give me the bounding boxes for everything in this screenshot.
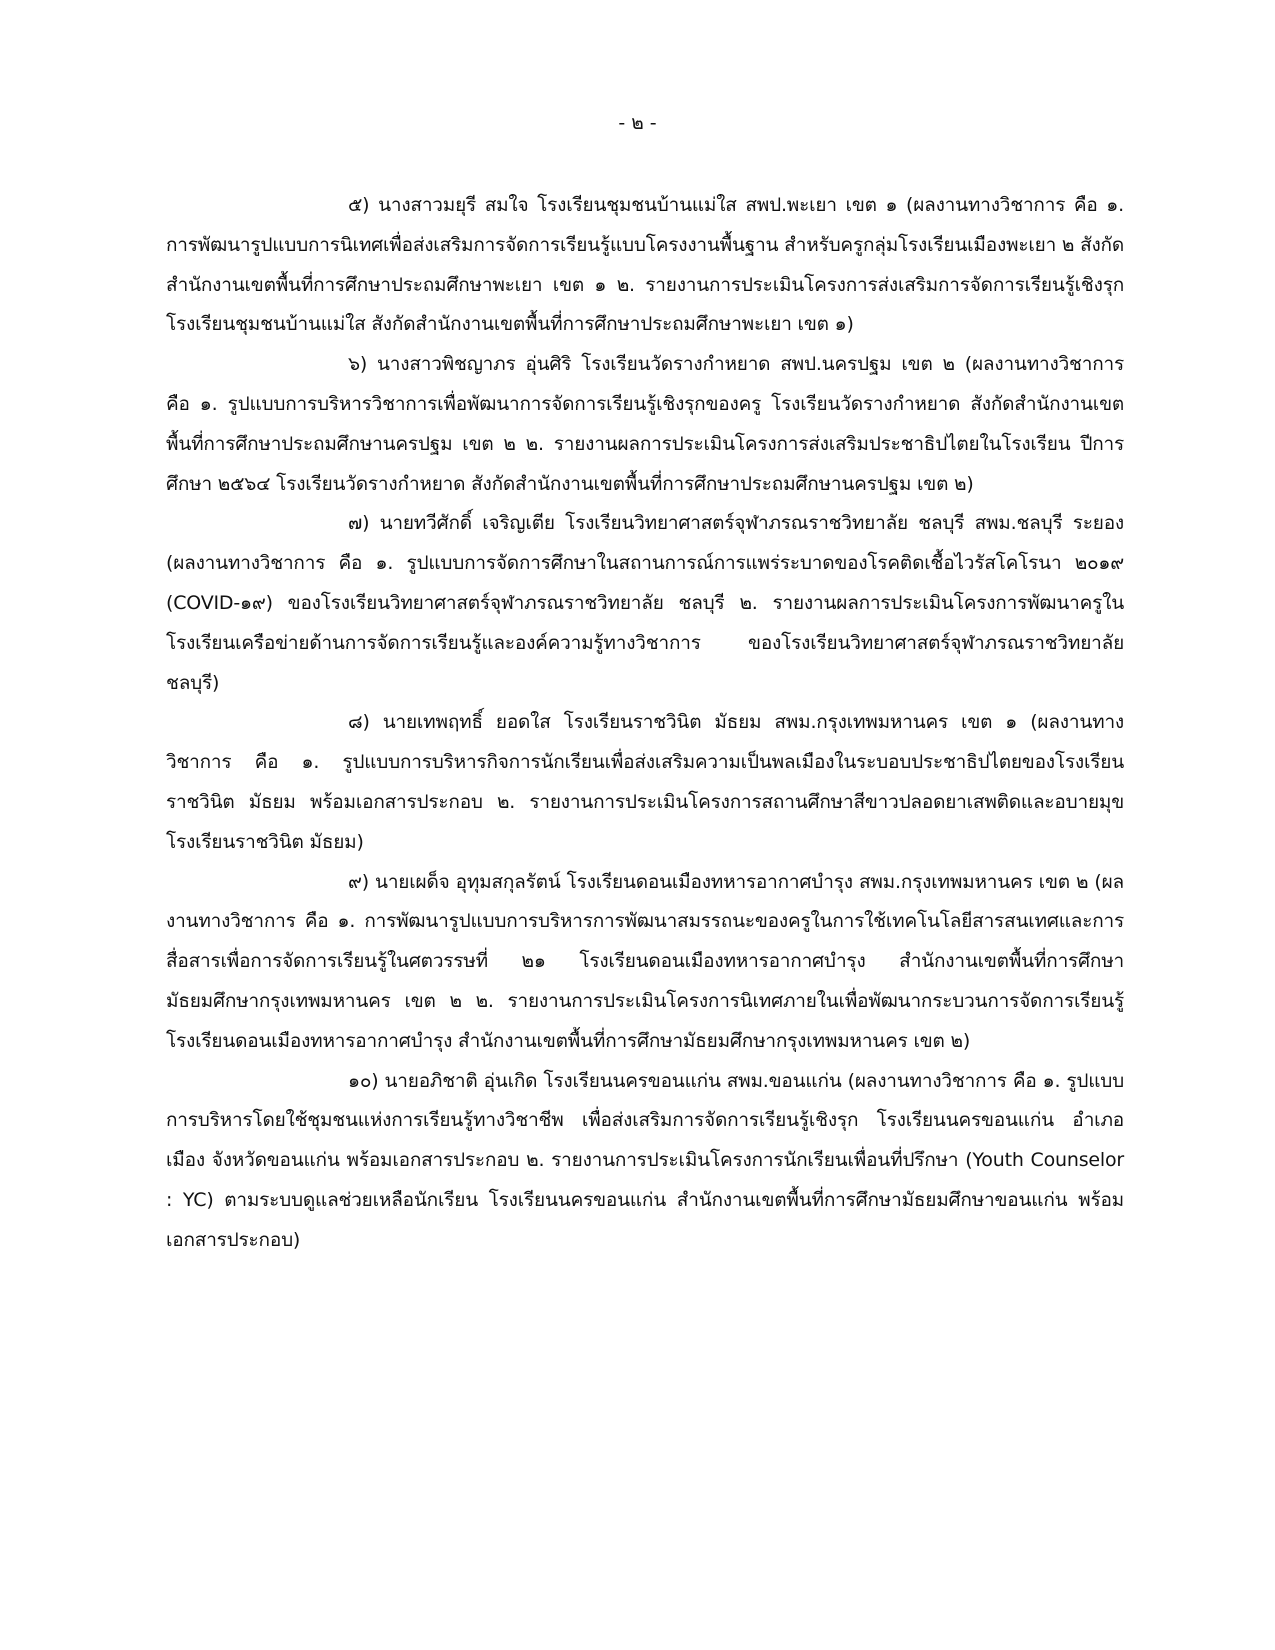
paragraph-item-5: ๕) นางสาวมยุรี สมใจ โรงเรียนชุมชนบ้านแม่ใส สพป.พะเยา เขต ๑ (ผลงานทางวิชาการ คือ ๑. การพัฒนารูปแบบการนิเทศเพื่อส่งเสริมการจัดการเรียนรู้แบบโครงงานพื้นฐาน สำหรับครูกลุ่มโรงเรียนเมืองพะเยา ๒ สังกัดสำนักงานเขตพื้นที่การศึกษาประถมศึกษาพะเยา เขต ๑ ๒. รายงานการประเมินโครงการส่งเสริมการจัดการเรียนรู้เชิงรุก โรงเรียนชุมชนบ้านแม่ใส สังกัดสำนักงานเขตพื้นที่การศึกษาประถมศึกษาพะเยา เขต ๑) [166,194,1124,336]
paragraph-item-10: ๑๐) นายอภิชาติ อุ่นเกิด โรงเรียนนครขอนแก่น สพม.ขอนแก่น (ผลงานทางวิชาการ คือ ๑. รูปแบบการบริหารโดยใช้ชุมชนแห่งการเรียนรู้ทางวิชาชีพ เพื่อส่งเสริมการจัดการเรียนรู้เชิงรุก โรงเรียนนครขอนแก่น อำเภอเมือง จังหวัดขอนแก่น พร้อมเอกสารประกอบ ๒. รายงานการประเมินโครงการนักเรียนเพื่อนที่ปรึกษา (Youth Counselor : YC) ตามระบบดูแลช่วยเหลือนักเรียน โรงเรียนนครขอนแก่น สำนักงานเขตพื้นที่การศึกษามัธยมศึกษาขอนแก่น พร้อมเอกสารประกอบ) [166,1069,1124,1251]
paragraph-item-6: ๖) นางสาวพิชญาภร อุ่นศิริ โรงเรียนวัดรางกำหยาด สพป.นครปฐม เขต ๒ (ผลงานทางวิชาการ คือ ๑. รูปแบบการบริหารวิชาการเพื่อพัฒนาการจัดการเรียนรู้เชิงรุกของครู โรงเรียนวัดรางกำหยาด สังกัดสำนักงานเขตพื้นที่การศึกษาประถมศึกษานครปฐม เขต ๒ ๒. รายงานผลการประเมินโครงการส่งเสริมประชาธิปไตยในโรงเรียน ปีการศึกษา ๒๕๖๔ โรงเรียนวัดรางกำหยาด สังกัดสำนักงานเขตพื้นที่การศึกษาประถมศึกษานครปฐม เขต ๒) [166,353,1124,495]
paragraph-item-9: ๙) นายเผด็จ อุทุมสกุลรัตน์ โรงเรียนดอนเมืองทหารอากาศบำรุง สพม.กรุงเทพมหานคร เขต ๒ (ผลงานทางวิชาการ คือ ๑. การพัฒนารูปแบบการบริหารการพัฒนาสมรรถนะของครูในการใช้เทคโนโลยีสารสนเทศและการสื่อสารเพื่อการจัดการเรียนรู้ในศตวรรษที่ ๒๑ โรงเรียนดอนเมืองทหารอากาศบำรุง สำนักงานเขตพื้นที่การศึกษามัธยมศึกษากรุงเทพมหานคร เขต ๒ ๒. รายงานการประเมินโครงการนิเทศภายในเพื่อพัฒนากระบวนการจัดการเรียนรู้ โรงเรียนดอนเมืองทหารอากาศบำรุง สำนักงานเขตพื้นที่การศึกษามัธยมศึกษากรุงเทพมหานคร เขต ๒) [166,870,1124,1052]
paragraph-item-7: ๗) นายทวีศักดิ์ เจริญเตีย โรงเรียนวิทยาศาสตร์จุฬาภรณราชวิทยาลัย ชลบุรี สพม.ชลบุรี ระยอง (ผลงานทางวิชาการ คือ ๑. รูปแบบการจัดการศึกษาในสถานการณ์การแพร่ระบาดของโรคติดเชื้อไวรัสโคโรนา ๒๐๑๙ (COVID-๑๙) ของโรงเรียนวิทยาศาสตร์จุฬาภรณราชวิทยาลัย ชลบุรี ๒. รายงานผลการประเมินโครงการพัฒนาครูในโรงเรียนเครือข่ายด้านการจัดการเรียนรู้และองค์ความรู้ทางวิชาการ ของโรงเรียนวิทยาศาสตร์จุฬาภรณราชวิทยาลัย ชลบุรี) [166,512,1124,694]
paragraph-item-8: ๘) นายเทพฤทธิ์ ยอดใส โรงเรียนราชวินิต มัธยม สพม.กรุงเทพมหานคร เขต ๑ (ผลงานทางวิชาการ คือ ๑. รูปแบบการบริหารกิจการนักเรียนเพื่อส่งเสริมความเป็นพลเมืองในระบอบประชาธิปไตยของโรงเรียนราชวินิต มัธยม พร้อมเอกสารประกอบ ๒. รายงานการประเมินโครงการสถานศึกษาสีขาวปลอดยาเสพติดและอบายมุข โรงเรียนราชวินิต มัธยม) [166,711,1124,853]
document-body [166,186,1124,1261]
page-number: - ๒ - [618,112,657,134]
